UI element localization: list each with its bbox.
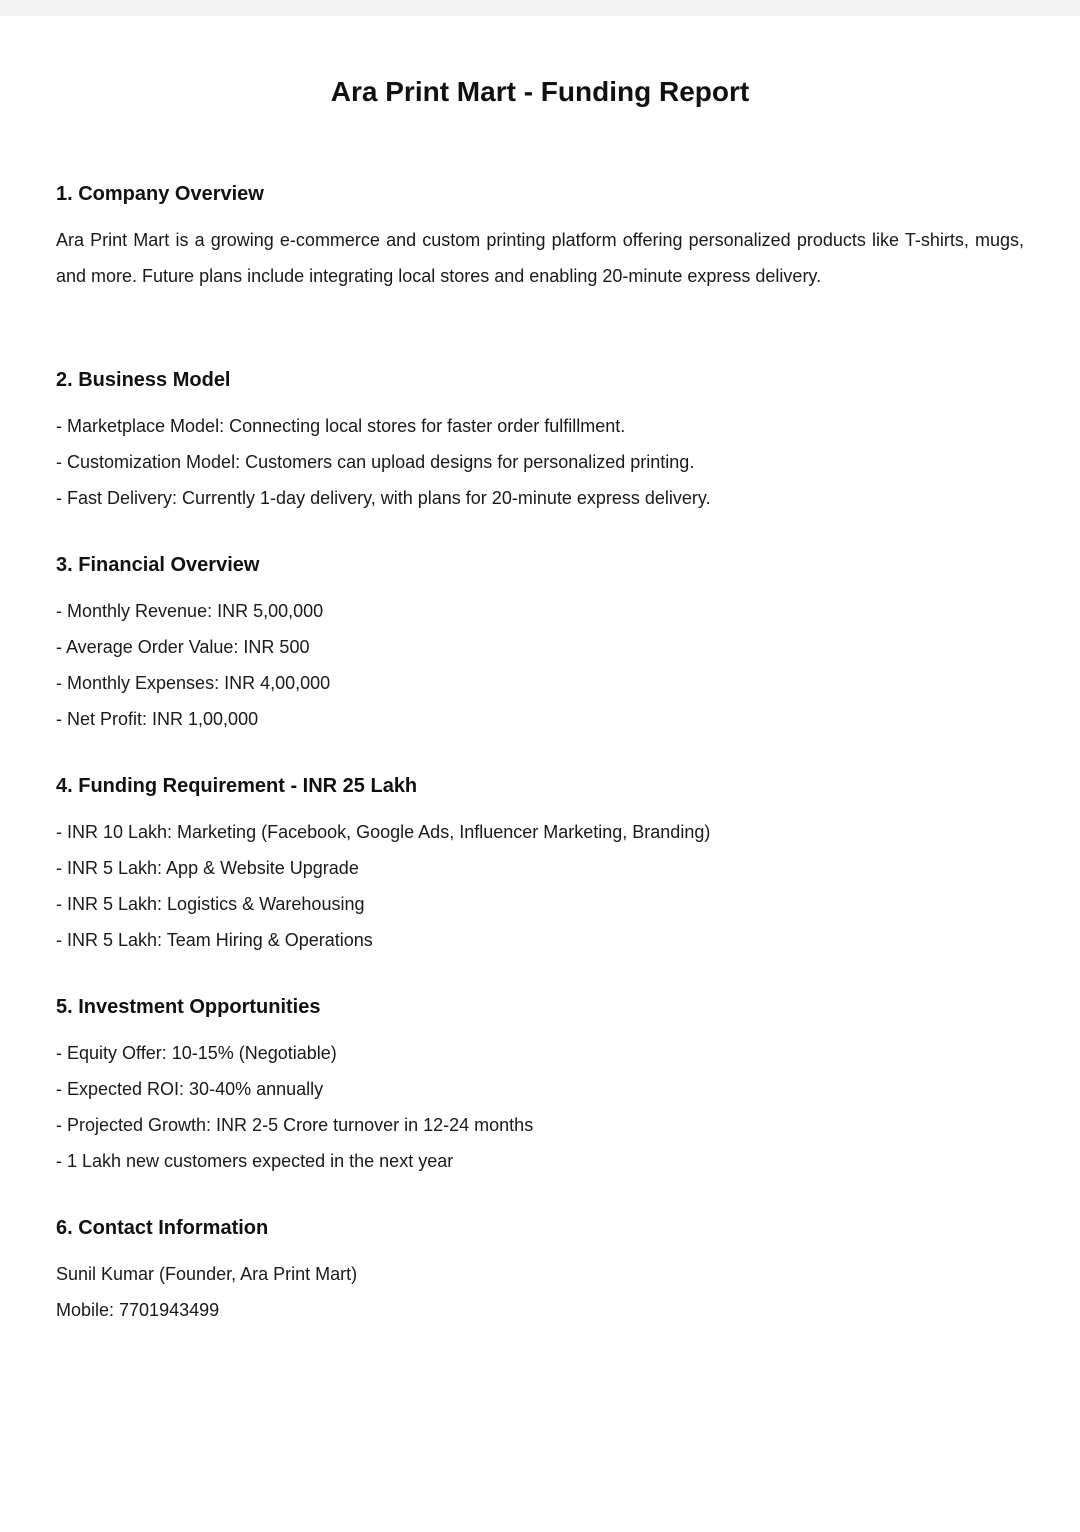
section-heading: 1. Company Overview (56, 183, 264, 205)
section-heading: 4. Funding Requirement - INR 25 Lakh (56, 775, 418, 797)
list-item: - Equity Offer: 10-15% (Negotiable) (56, 1043, 337, 1063)
contact-name: Sunil Kumar (Founder, Ara Print Mart) (56, 1264, 358, 1284)
section-financial-overview (56, 552, 1024, 737)
contact-mobile: Mobile: 7701943499 (56, 1300, 220, 1320)
item-list (56, 408, 1024, 516)
list-item: - Monthly Revenue: INR 5,00,000 (56, 601, 324, 621)
section-heading: 3. Financial Overview (56, 554, 260, 576)
item-list (56, 1256, 1024, 1328)
list-item: - Expected ROI: 30-40% annually (56, 1079, 324, 1099)
section-heading: 5. Investment Opportunities (56, 996, 321, 1018)
section-paragraph: Ara Print Mart is a growing e-commerce and custom printing platform offering personalized products like T-shirts, mugs, and more. Future plans include integrating local stores and enabling 20-minute express delivery. (56, 230, 1024, 286)
list-item: - INR 5 Lakh: Logistics & Warehousing (56, 894, 365, 914)
item-list (56, 1035, 1024, 1179)
list-item: - INR 10 Lakh: Marketing (Facebook, Google Ads, Influencer Marketing, Branding) (56, 822, 711, 842)
list-item: - Customization Model: Customers can upload designs for personalized printing. (56, 452, 695, 472)
list-item: - Marketplace Model: Connecting local stores for faster order fulfillment. (56, 416, 626, 436)
item-list (56, 593, 1024, 737)
page-title: Ara Print Mart - Funding Report (330, 76, 750, 107)
section-heading: 6. Contact Information (56, 1217, 269, 1239)
section-company-overview (56, 181, 1024, 294)
section-heading: 2. Business Model (56, 369, 231, 391)
document-page (0, 16, 1080, 1532)
section-investment-opportunities (56, 994, 1024, 1179)
list-item: - INR 5 Lakh: Team Hiring & Operations (56, 930, 373, 950)
list-item: - Projected Growth: INR 2-5 Crore turnover in 12-24 months (56, 1115, 534, 1135)
list-item: - INR 5 Lakh: App & Website Upgrade (56, 858, 359, 878)
list-item: - 1 Lakh new customers expected in the next year (56, 1151, 454, 1171)
section-funding-requirement (56, 773, 1024, 958)
item-list (56, 814, 1024, 958)
list-item: - Net Profit: INR 1,00,000 (56, 709, 259, 729)
list-item: - Monthly Expenses: INR 4,00,000 (56, 673, 331, 693)
section-business-model (56, 367, 1024, 516)
section-contact-information (56, 1215, 1024, 1328)
list-item: - Fast Delivery: Currently 1-day delivery, with plans for 20-minute express delivery. (56, 488, 711, 508)
list-item: - Average Order Value: INR 500 (56, 637, 310, 657)
